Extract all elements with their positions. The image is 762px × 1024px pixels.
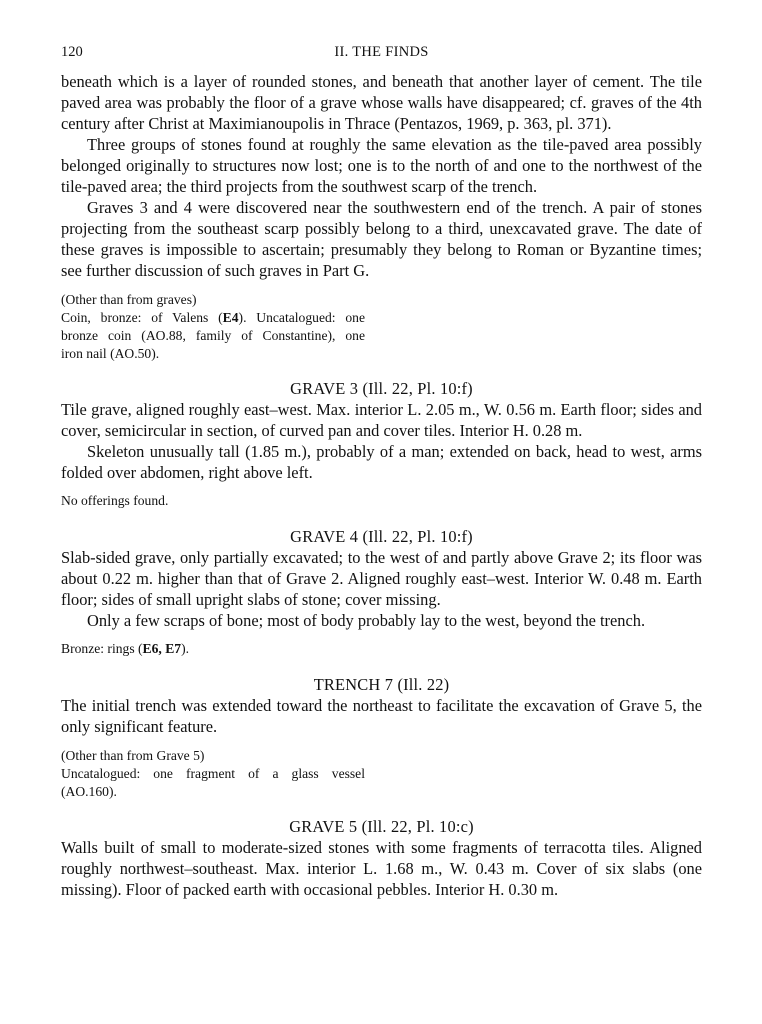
finds-line: Uncatalogued: one fragment of a glass vessel [61,766,365,781]
grave-4-paragraph-2: Only a few scraps of bone; most of body probably lay to the west, beyond the trench. [87,611,646,630]
finds-text: Coin, bronze: of Valens ( [61,310,223,325]
finds-list-trench [61,291,702,363]
finds-line: (AO.160). [61,784,117,799]
finds-line: (Other than from Grave 5) [61,748,205,763]
grave-3-paragraph-2: Skeleton unusually tall (1.85 m.), probably of a man; extended on back, head to west, arms folded over abdomen, right above left. [61,442,702,482]
grave-3-note: No offerings found. [61,493,169,508]
finds-line: iron nail (AO.50). [61,346,160,361]
finds-line: bronze coin (AO.88, family of Constantine), one [61,328,365,343]
intro-paragraph-1: beneath which is a layer of rounded stones, and beneath that another layer of cement. The tile paved area was probably the floor of a grave whose walls have disappeared; cf. graves of the 4th century after Christ at Maximianoupolis in Thrace (Pentazos, 1969, p. 363, pl. 371). [61,72,702,133]
finds-line [61,309,365,327]
catalogue-ref: E4 [222,310,239,325]
finds-line: (Other than from graves) [61,292,197,307]
grave-5-heading: GRAVE 5 (Ill. 22, Pl. 10:c) [289,817,474,836]
grave-5-paragraph: Walls built of small to moderate-sized stones with some fragments of terracotta tiles. Aligned roughly northwest–southeast. Max. interior L. 1.68 m., W. 0.43 m. Cover of six slabs (one missing). Floor of packed earth with occasional pebbles. Interior H. 0.30 m. [61,838,702,899]
trench-7-paragraph: The initial trench was extended toward the northeast to facilitate the excavation of Grave 5, the only significant feature. [61,696,702,736]
trench-7-heading: TRENCH 7 (Ill. 22) [313,675,450,694]
grave-3-paragraph-1: Tile grave, aligned roughly east–west. Max. interior L. 2.05 m., W. 0.56 m. Earth floor; sides and cover, semicircular in section, of curved pan and cover tiles. Interior H. 0.28 m. [61,400,702,440]
page-number: 120 [61,44,83,60]
finds-text: Bronze: rings ( [61,641,143,656]
grave-4-heading: GRAVE 4 (Ill. 22, Pl. 10:f) [290,527,473,546]
grave-4-note [61,640,702,658]
running-head [61,44,702,66]
catalogue-ref: E6, E7 [142,641,182,656]
grave-3-heading: GRAVE 3 (Ill. 22, Pl. 10:f) [290,379,473,398]
intro-paragraph-2: Three groups of stones found at roughly the same elevation as the tile-paved area possibly belonged originally to structures now lost; one is to the north of and one to the northwest of the tile-paved area; the third projects from the southwest scarp of the trench. [61,135,702,196]
running-title: II. THE FINDS [334,44,429,60]
finds-list-trench-7 [61,747,702,801]
finds-text: ). Uncatalogued: one [238,310,365,325]
intro-paragraph-3: Graves 3 and 4 were discovered near the southwestern end of the trench. A pair of stones projecting from the southeast scarp possibly belong to a third, unexcavated grave. The date of these graves is impossible to ascertain; presumably they belong to Roman or Byzantine times; see further discussion of such graves in Part G. [61,198,702,280]
grave-4-paragraph-1: Slab-sided grave, only partially excavated; to the west of and partly above Grave 2; its floor was about 0.22 m. higher than that of Grave 2. Aligned roughly east–west. Interior W. 0.48 m. Earth floor; sides of small upright slabs of stone; cover missing. [61,548,702,609]
page [61,44,702,900]
finds-text: ). [181,641,190,656]
